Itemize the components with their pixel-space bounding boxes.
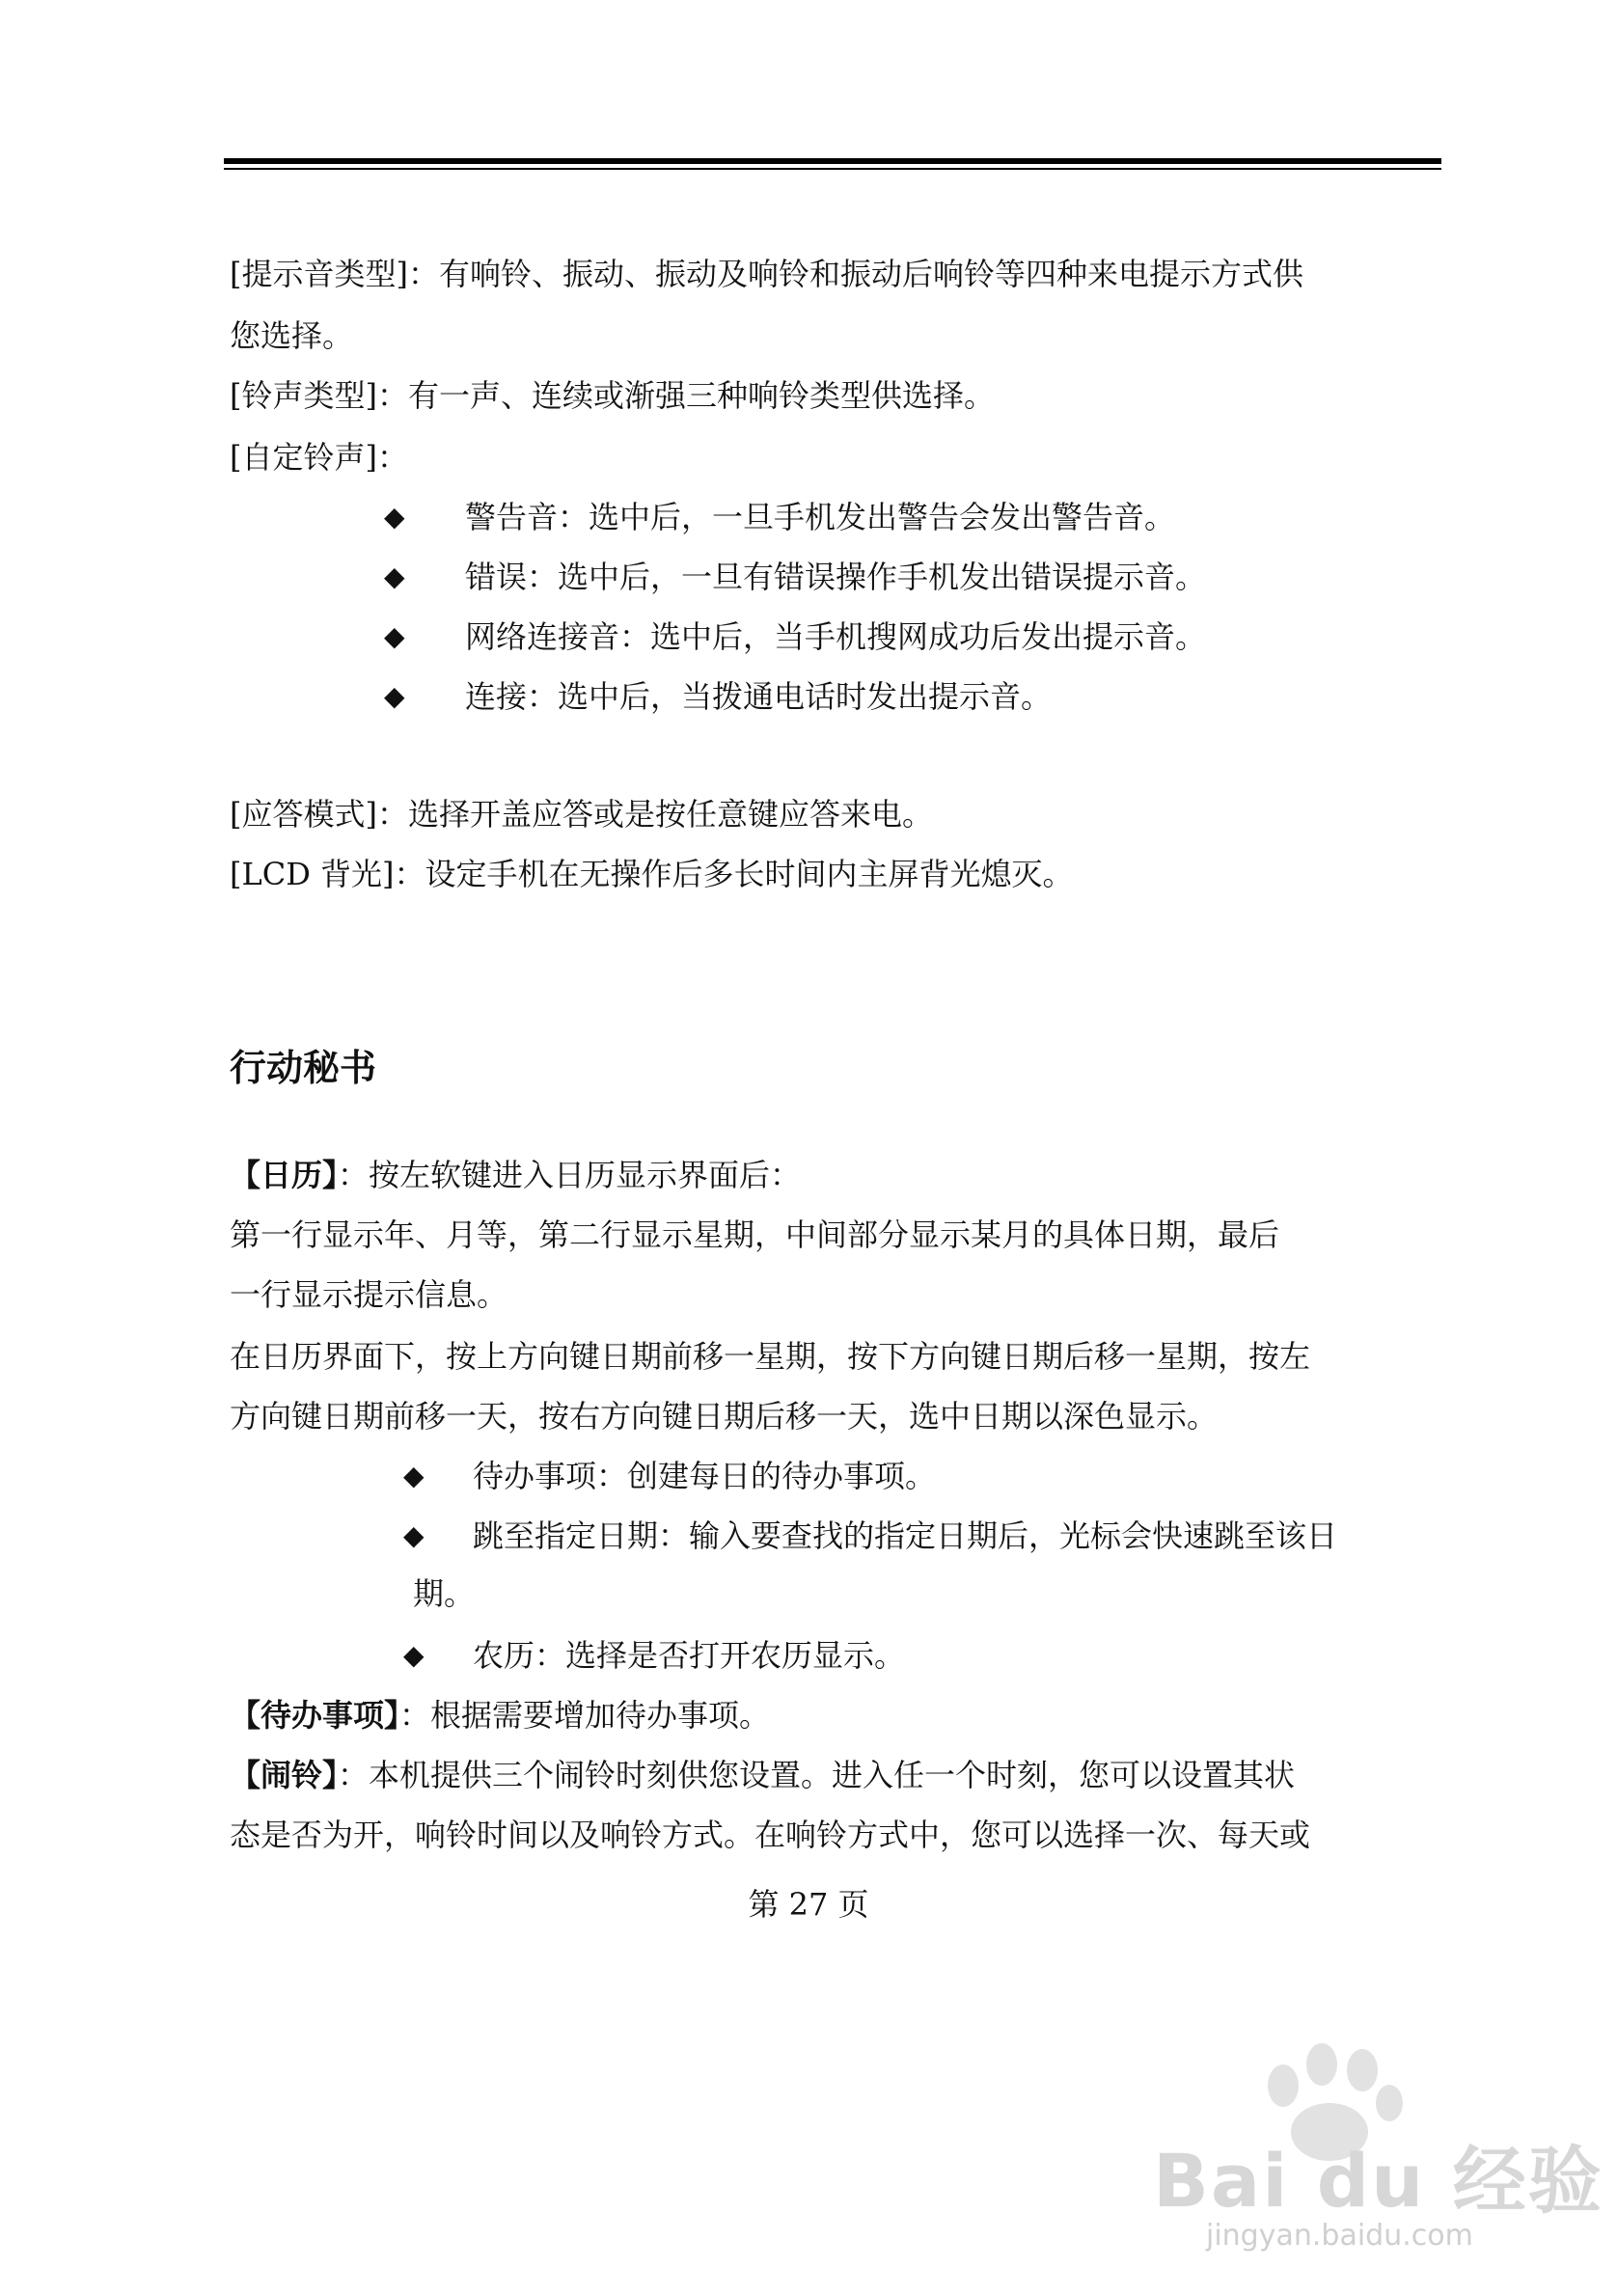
calendar-text: ：按左软键进入日历显示界面后： — [338, 1157, 802, 1193]
calendar-bullet-2: 跳至指定日期：输入要查找的指定日期后，光标会快速跳至该日 — [473, 1517, 1338, 1554]
watermark-url: jingyan.baidu.com — [1206, 2219, 1473, 2253]
calendar-bullet-3: 农历：选择是否打开农历显示。 — [473, 1637, 906, 1674]
watermark-brand: Bai du 经验 — [1153, 2138, 1603, 2224]
calendar-para1-line2: 一行显示提示信息。 — [230, 1276, 508, 1313]
diamond-bullet-icon: ◆ — [384, 620, 405, 652]
calendar-line — [230, 1154, 801, 1196]
calendar-bullet-1: 待办事项：创建每日的待办事项。 — [473, 1458, 937, 1494]
header-rule-thin — [224, 168, 1441, 170]
calendar-label: 【日历】 — [230, 1157, 339, 1193]
alarm-line2: 态是否为开，响铃时间以及响铃方式。在响铃方式中，您可以选择一次、每天或 — [230, 1817, 1311, 1853]
alarm-line1 — [230, 1754, 1295, 1796]
diamond-bullet-icon: ◆ — [403, 1460, 425, 1491]
diamond-bullet-icon: ◆ — [384, 501, 405, 533]
custom-ring-bullet-2: 错误：选中后，一旦有错误操作手机发出错误提示音。 — [465, 559, 1207, 595]
calendar-bullet-2-continued: 期。 — [413, 1575, 476, 1612]
calendar-para2-line2: 方向键日期前移一天，按右方向键日期后移一天，选中日期以深色显示。 — [230, 1398, 1219, 1435]
todo-line — [230, 1694, 770, 1736]
diamond-bullet-icon: ◆ — [403, 1519, 425, 1551]
calendar-para1-line1: 第一行显示年、月等，第二行显示星期，中间部分显示某月的具体日期，最后 — [230, 1216, 1280, 1253]
section-heading: 行动秘书 — [230, 1047, 377, 1089]
alarm-text: ：本机提供三个闹铃时刻供您设置。进入任一个时刻，您可以设置其状 — [338, 1757, 1296, 1793]
custom-ring-line: [自定铃声]： — [230, 439, 408, 476]
custom-ring-bullet-3: 网络连接音：选中后，当手机搜网成功后发出提示音。 — [465, 618, 1207, 655]
lcd-backlight-line: [LCD 背光]：设定手机在无操作后多长时间内主屏背光熄灭。 — [230, 856, 1074, 892]
custom-ring-bullet-1: 警告音：选中后，一旦手机发出警告会发出警告音。 — [465, 499, 1176, 535]
diamond-bullet-icon: ◆ — [384, 560, 405, 592]
header-rule-thick — [224, 158, 1441, 164]
ring-type-line: [铃声类型]：有一声、连续或渐强三种响铃类型供选择。 — [230, 377, 995, 414]
todo-label: 【待办事项】 — [230, 1697, 400, 1734]
custom-ring-bullet-4: 连接：选中后，当拨通电话时发出提示音。 — [465, 678, 1053, 715]
calendar-para2-line1: 在日历界面下，按上方向键日期前移一星期，按下方向键日期后移一星期，按左 — [230, 1338, 1311, 1375]
todo-text: ：根据需要增加待办事项。 — [399, 1697, 771, 1734]
alert-type-line1: [提示音类型]：有响铃、振动、振动及响铃和振动后响铃等四种来电提示方式供 — [230, 256, 1303, 292]
diamond-bullet-icon: ◆ — [403, 1639, 425, 1671]
alarm-label: 【闹铃】 — [230, 1757, 339, 1793]
alert-type-line2: 您选择。 — [230, 317, 354, 354]
answer-mode-line: [应答模式]：选择开盖应答或是按任意键应答来电。 — [230, 796, 933, 833]
diamond-bullet-icon: ◆ — [384, 680, 405, 712]
page-number: 第 27 页 — [748, 1886, 869, 1923]
